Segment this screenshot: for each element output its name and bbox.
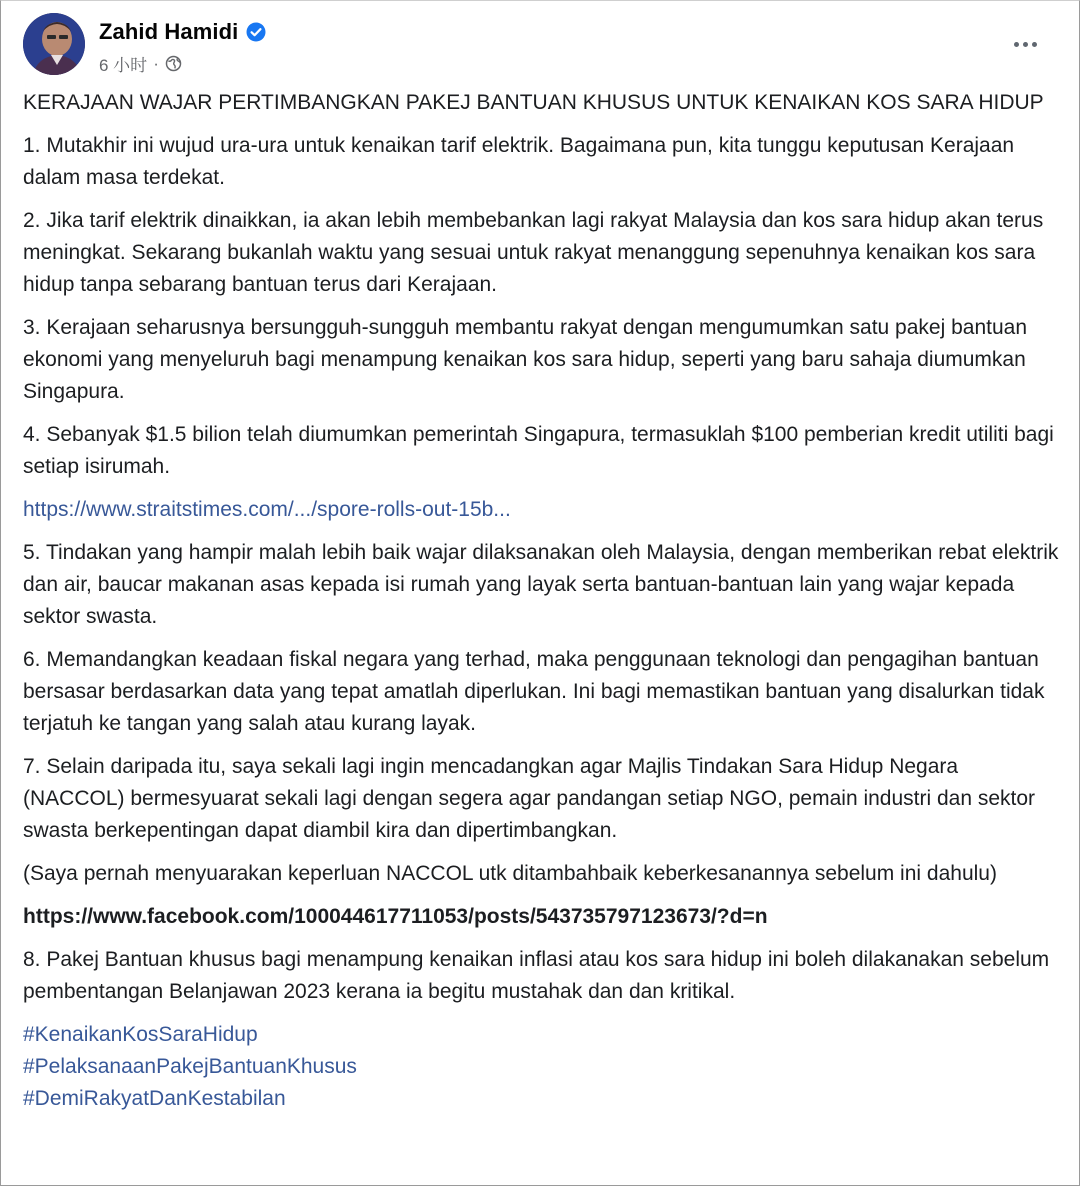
hashtag-link[interactable]: #KenaikanKosSaraHidup [23,1023,258,1046]
paragraph-3: 3. Kerajaan seharusnya bersungguh-sungguh membantu rakyat dengan mengumumkan satu pakej bantuan ekonomi yang menyeluruh bagi menampung kenaikan kos sara hidup, seperti yang baru sahaja diumumkan Singapura. [23,316,1028,403]
facebook-post-link[interactable]: https://www.facebook.com/100044617711053/posts/543735797123673/?d=n [23,905,768,928]
paragraph-1: 1. Mutakhir ini wujud ura-ura untuk kenaikan tarif elektrik. Bagaimana pun, kita tunggu keputusan Kerajaan dalam masa terdekat. [23,134,1015,189]
straitstimes-link[interactable]: https://www.straitstimes.com/.../spore-rolls-out-15b... [23,498,511,521]
more-options-icon[interactable] [1007,33,1043,55]
meta-separator: · [153,53,159,73]
hashtag-list [23,1019,1059,1115]
author-name[interactable]: Zahid Hamidi [99,19,239,44]
hashtag-link[interactable]: #PelaksanaanPakejBantuanKhusus [23,1055,357,1078]
paragraph-2: 2. Jika tarif elektrik dinaikkan, ia akan lebih membebankan lagi rakyat Malaysia dan kos sara hidup akan terus meningkat. Sekarang bukanlah waktu yang sesuai untuk rakyat menanggung sepenuhnya kenaikan kos sara hidup tanpa sebarang bantuan terus dari Kerajaan. [23,209,1044,296]
post-title: KERAJAAN WAJAR PERTIMBANGKAN PAKEJ BANTUAN KHUSUS UNTUK KENAIKAN KOS SARA HIDUP [23,91,1044,114]
hashtag-link[interactable]: #DemiRakyatDanKestabilan [23,1087,286,1110]
post-time[interactable]: 6 小时 [99,56,148,75]
paragraph-note: (Saya pernah menyuarakan keperluan NACCOL utk ditambahbaik keberkesanannya sebelum ini dahulu) [23,862,997,885]
paragraph-6: 6. Memandangkan keadaan fiskal negara yang terhad, maka penggunaan teknologi dan pengagihan bantuan bersasar berdasarkan data yang tepat amatlah diperlukan. Ini bagi memastikan bantuan yang disalurkan tidak terjatuh ke tangan yang salah atau kurang layak. [23,648,1045,735]
post-header [23,11,1059,77]
paragraph-8: 8. Pakej Bantuan khusus bagi menampung kenaikan inflasi atau kos sara hidup ini boleh dilakanakan sebelum pembentangan Belanjawan 2023 kerana ia begitu mustahak dan dan kritikal. [23,948,1050,1003]
post-meta [99,51,182,76]
globe-icon[interactable] [165,55,182,72]
paragraph-4: 4. Sebanyak $1.5 bilion telah diumumkan pemerintah Singapura, termasuklah $100 pemberian kredit utiliti bagi setiap isirumah. [23,423,1054,478]
post-body [23,87,1059,1115]
author-row [99,19,266,45]
verified-badge-icon [246,22,266,42]
avatar[interactable] [23,13,85,75]
paragraph-7: 7. Selain daripada itu, saya sekali lagi ingin mencadangkan agar Majlis Tindakan Sara Hidup Negara (NACCOL) bermesyuarat sekali lagi dengan segera agar pandangan setiap NGO, pemain industri dan sektor swasta berkepentingan dapat diambil kira dan dipertimbangkan. [23,755,1036,842]
paragraph-5: 5. Tindakan yang hampir malah lebih baik wajar dilaksanakan oleh Malaysia, dengan memberikan rebat elektrik dan air, baucar makanan asas kepada isi rumah yang layak serta bantuan-bantuan lain yang wajar kepada sektor swasta. [23,541,1059,628]
